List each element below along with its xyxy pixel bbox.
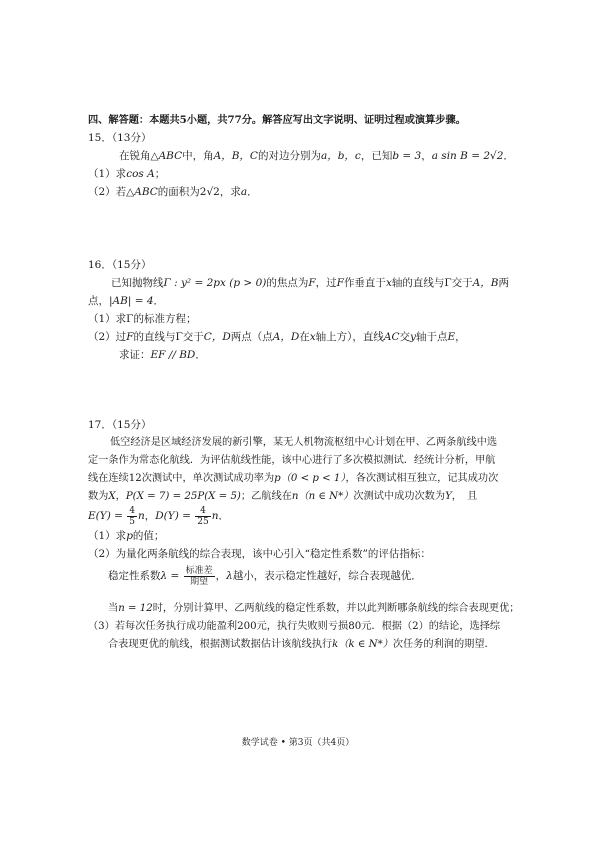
q17-stem-line-4: 数为X，P(X = 7) = 25P(X = 5)；乙航线在n（n ∈ N*）次测试中成功次数为Y， 且 [88, 491, 478, 502]
q16-part-2: （2）过F的直线与Γ交于C，D两点（点A，D在x轴上方），直线AC交y轴于点E， [88, 331, 466, 343]
q17-part-3-cont: 合表现更优的航线，根据测试数据估计该航线执行k（k ∈ N*）次任务的利润的期望． [108, 639, 495, 650]
q17-part-3: （3）若每次任务执行成功能盈利200元，执行失败则亏损80元．根据（2）的结论，选择综 [88, 621, 501, 632]
q17-stability-definition: 稳定性系数λ = $\frac{\text{标准差}}{\text{期望}}$ ，λ越小，表示稳定性越好，综合表现越优． [108, 565, 422, 587]
q15-stem: 在锐角△ABC中，角A，B，C的对边分别为a，b，c，已知b = 3，a sin B = 2√2． [119, 150, 514, 162]
q16-heading: 16．（15分） [88, 259, 152, 271]
q17-stem-line-1: 低空经济是区域经济发展的新引擎，某无人机物流枢纽中心计划在甲、乙两条航线中选 [110, 437, 498, 448]
q17-expectation-line: E(Y) = $\frac{4}{5}$ n，D(Y) = $\frac{4}{25}$ n． [88, 505, 230, 527]
section-header: 四、解答题：本题共5小题，共77分。解答应写出文字说明、证明过程或演算步骤。 [88, 114, 466, 126]
q17-heading: 17．（15分） [88, 419, 152, 431]
q15-part-1: （1）求cos A； [88, 168, 166, 180]
q16-part-1: （1）求Γ的标准方程； [88, 313, 197, 325]
fraction-4-5: $\frac{4}{5}$ [129, 505, 135, 527]
q17-part-2: （2）为量化两条航线的综合表现，该中心引入“稳定性系数”的评估指标： [88, 548, 431, 560]
q17-stem-line-3: 线在连续12次测试中，单次测试成功率为p（0 < p < 1），各次测试相互独立，记其成功次 [88, 473, 499, 484]
q15-part-2: （2）若△ABC的面积为2√2，求a． [88, 186, 258, 198]
fraction-4-25: $\frac{4}{25}$ [197, 505, 209, 527]
q17-part-1: （1）求p的值； [88, 530, 165, 542]
q16-part-2-proof: 求证：EF // BD． [119, 349, 206, 361]
q16-stem-line-1: 已知抛物线Γ : y² = 2px (p > 0)的焦点为F，过F作垂直于x轴的直线与Γ交于A，B两 [111, 277, 509, 289]
fraction-std-over-mean: $\frac{\text{标准差}}{\text{期望}}$ [185, 565, 213, 587]
q17-part-2-task: 当n = 12时，分别计算甲、乙两航线的稳定性系数，并以此判断哪条航线的综合表现更优； [108, 603, 520, 614]
q17-stem-line-2: 定一条作为常态化航线．为评估航线性能，该中心进行了多次模拟测试．经统计分析，甲航 [88, 455, 496, 466]
q16-stem-line-2: 点，|AB| = 4． [88, 295, 165, 307]
q15-heading: 15．（13分） [88, 132, 152, 144]
page-footer: 数学试卷 • 第3页（共4页） [241, 738, 355, 748]
